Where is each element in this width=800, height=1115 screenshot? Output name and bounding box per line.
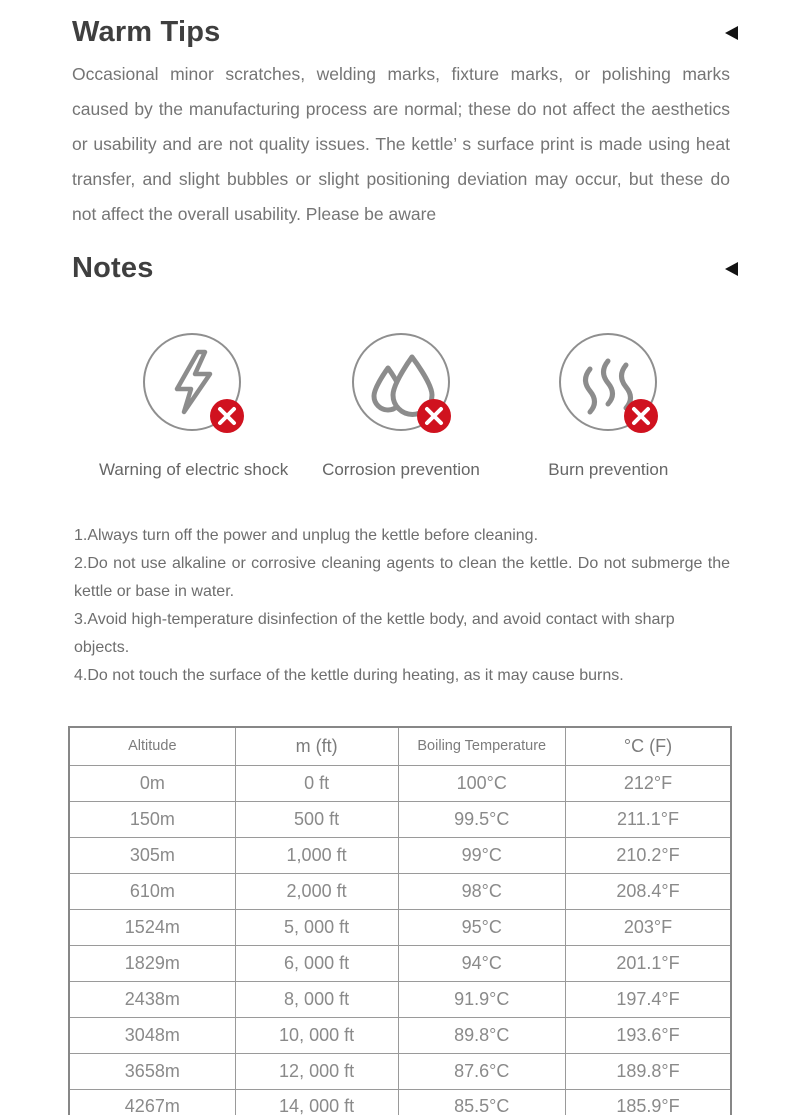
fahrenheit-cell: 201.1°F <box>565 945 731 981</box>
table-row <box>69 1089 731 1115</box>
electric-shock-prohibited-icon <box>142 331 246 435</box>
feet-cell: 14, 000 ft <box>235 1089 398 1115</box>
water-drop-prohibited-icon <box>349 331 453 435</box>
warm-tips-section <box>0 16 800 232</box>
col-header-m-ft: m (ft) <box>235 727 398 765</box>
celsius-cell: 100°C <box>398 765 565 801</box>
table-row <box>69 945 731 981</box>
table-row <box>69 909 731 945</box>
fahrenheit-cell: 210.2°F <box>565 837 731 873</box>
fahrenheit-cell: 211.1°F <box>565 801 731 837</box>
warm-tips-body: Occasional minor scratches, welding marks, fixture marks, or polishing marks caused by the manufacturing process are normal; these do not affect the aesthetics or usability and are not quality issues. The kettle’ s surface print is made using heat transfer, and slight bubbles or slight positioning deviation may occur, but these do not affect the overall usability. Please be aware <box>72 64 730 224</box>
altitude-cell: 610m <box>69 873 235 909</box>
col-header-boiling-temp: Boiling Temperature <box>398 727 565 765</box>
warning-icons-row <box>0 331 800 480</box>
table-row <box>69 801 731 837</box>
table-row <box>69 981 731 1017</box>
note-item: 1.Always turn off the power and unplug the kettle before cleaning. <box>74 527 539 544</box>
warning-corrosion <box>297 331 504 480</box>
notes-title: Notes <box>72 252 154 284</box>
altitude-cell: 150m <box>69 801 235 837</box>
notes-header <box>0 252 800 285</box>
feet-cell: 10, 000 ft <box>235 1017 398 1053</box>
col-header-altitude: Altitude <box>69 727 235 765</box>
warning-label: Burn prevention <box>548 460 669 479</box>
celsius-cell: 85.5°C <box>398 1089 565 1115</box>
celsius-cell: 99.5°C <box>398 801 565 837</box>
table-row <box>69 837 731 873</box>
warm-tips-title: Warm Tips <box>72 16 221 48</box>
warm-tips-header <box>0 16 800 49</box>
warning-label: Corrosion prevention <box>322 460 480 479</box>
warning-burn <box>505 331 712 480</box>
celsius-cell: 98°C <box>398 873 565 909</box>
table-row <box>69 1017 731 1053</box>
altitude-cell: 3048m <box>69 1017 235 1053</box>
fahrenheit-cell: 203°F <box>565 909 731 945</box>
feet-cell: 2,000 ft <box>235 873 398 909</box>
table-row <box>69 765 731 801</box>
table-row <box>69 873 731 909</box>
boiling-point-table <box>68 726 732 1115</box>
feet-cell: 1,000 ft <box>235 837 398 873</box>
fahrenheit-cell: 212°F <box>565 765 731 801</box>
feet-cell: 0 ft <box>235 765 398 801</box>
table-row <box>69 1053 731 1089</box>
altitude-cell: 4267m <box>69 1089 235 1115</box>
celsius-cell: 94°C <box>398 945 565 981</box>
altitude-cell: 0m <box>69 765 235 801</box>
feet-cell: 6, 000 ft <box>235 945 398 981</box>
notes-list <box>74 522 730 690</box>
fahrenheit-cell: 197.4°F <box>565 981 731 1017</box>
celsius-cell: 95°C <box>398 909 565 945</box>
table-header-row <box>69 727 731 765</box>
feet-cell: 5, 000 ft <box>235 909 398 945</box>
notes-section <box>0 252 800 690</box>
altitude-cell: 1524m <box>69 909 235 945</box>
warning-electric-shock <box>90 331 297 480</box>
altitude-cell: 305m <box>69 837 235 873</box>
feet-cell: 500 ft <box>235 801 398 837</box>
collapse-arrow-icon[interactable] <box>725 262 738 276</box>
altitude-cell: 1829m <box>69 945 235 981</box>
note-item: 3.Avoid high-temperature disinfection of the kettle body, and avoid contact with sharp objects. <box>74 611 675 656</box>
fahrenheit-cell: 208.4°F <box>565 873 731 909</box>
feet-cell: 12, 000 ft <box>235 1053 398 1089</box>
celsius-cell: 99°C <box>398 837 565 873</box>
steam-prohibited-icon <box>556 331 660 435</box>
collapse-arrow-icon[interactable] <box>725 26 738 40</box>
altitude-cell: 2438m <box>69 981 235 1017</box>
note-item: 4.Do not touch the surface of the kettle during heating, as it may cause burns. <box>74 667 624 684</box>
fahrenheit-cell: 193.6°F <box>565 1017 731 1053</box>
feet-cell: 8, 000 ft <box>235 981 398 1017</box>
celsius-cell: 89.8°C <box>398 1017 565 1053</box>
note-item: 2.Do not use alkaline or corrosive cleaning agents to clean the kettle. Do not submerge the kettle or base in water. <box>74 555 730 600</box>
fahrenheit-cell: 189.8°F <box>565 1053 731 1089</box>
celsius-cell: 87.6°C <box>398 1053 565 1089</box>
celsius-cell: 91.9°C <box>398 981 565 1017</box>
warning-label: Warning of electric shock <box>99 460 289 479</box>
altitude-cell: 3658m <box>69 1053 235 1089</box>
fahrenheit-cell: 185.9°F <box>565 1089 731 1115</box>
col-header-c-f: °C (F) <box>565 727 731 765</box>
